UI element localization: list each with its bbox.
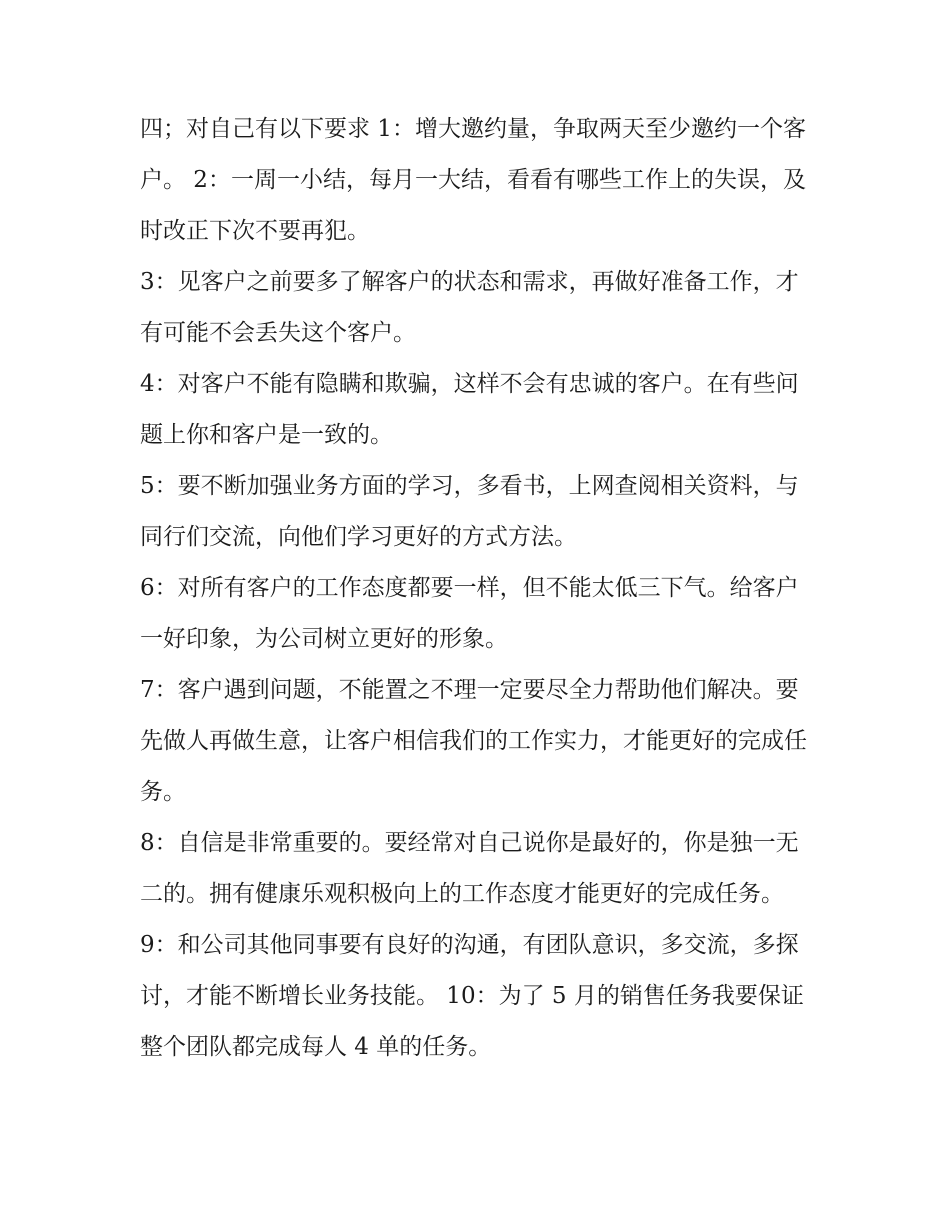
paragraph-item-4: 4：对客户不能有隐瞒和欺骗，这样不会有忠诚的客户。在有些问题上你和客户是一致的。	[140, 371, 799, 448]
document-body	[140, 104, 820, 1073]
paragraph-item-7: 7：客户遇到问题，不能置之不理一定要尽全力帮助他们解决。要先做人再做生意，让客户相信我们的工作实力，才能更好的完成任务。	[140, 677, 807, 805]
paragraph-requirements-intro: 四；对自己有以下要求 1：增大邀约量，争取两天至少邀约一个客户。 2：一周一小结，每月一大结，看看有哪些工作上的失误，及时改正下次不要再犯。	[140, 116, 806, 244]
paragraph-item-9: 9：和公司其他同事要有良好的沟通，有团队意识，多交流，多探讨，才能不断增长业务技能。 10：为了 5 月的销售任务我要保证整个团队都完成每人 4 单的任务。	[140, 932, 804, 1060]
paragraph-item-8: 8：自信是非常重要的。要经常对自己说你是最好的，你是独一无二的。拥有健康乐观积极向上的工作态度才能更好的完成任务。	[140, 830, 799, 907]
paragraph-item-6: 6：对所有客户的工作态度都要一样，但不能太低三下气。给客户一好印象，为公司树立更好的形象。	[140, 575, 799, 652]
paragraph-item-3: 3：见客户之前要多了解客户的状态和需求，再做好准备工作，才有可能不会丢失这个客户。	[140, 269, 799, 346]
paragraph-item-5: 5：要不断加强业务方面的学习，多看书，上网查阅相关资料，与同行们交流，向他们学习更好的方式方法。	[140, 473, 799, 550]
